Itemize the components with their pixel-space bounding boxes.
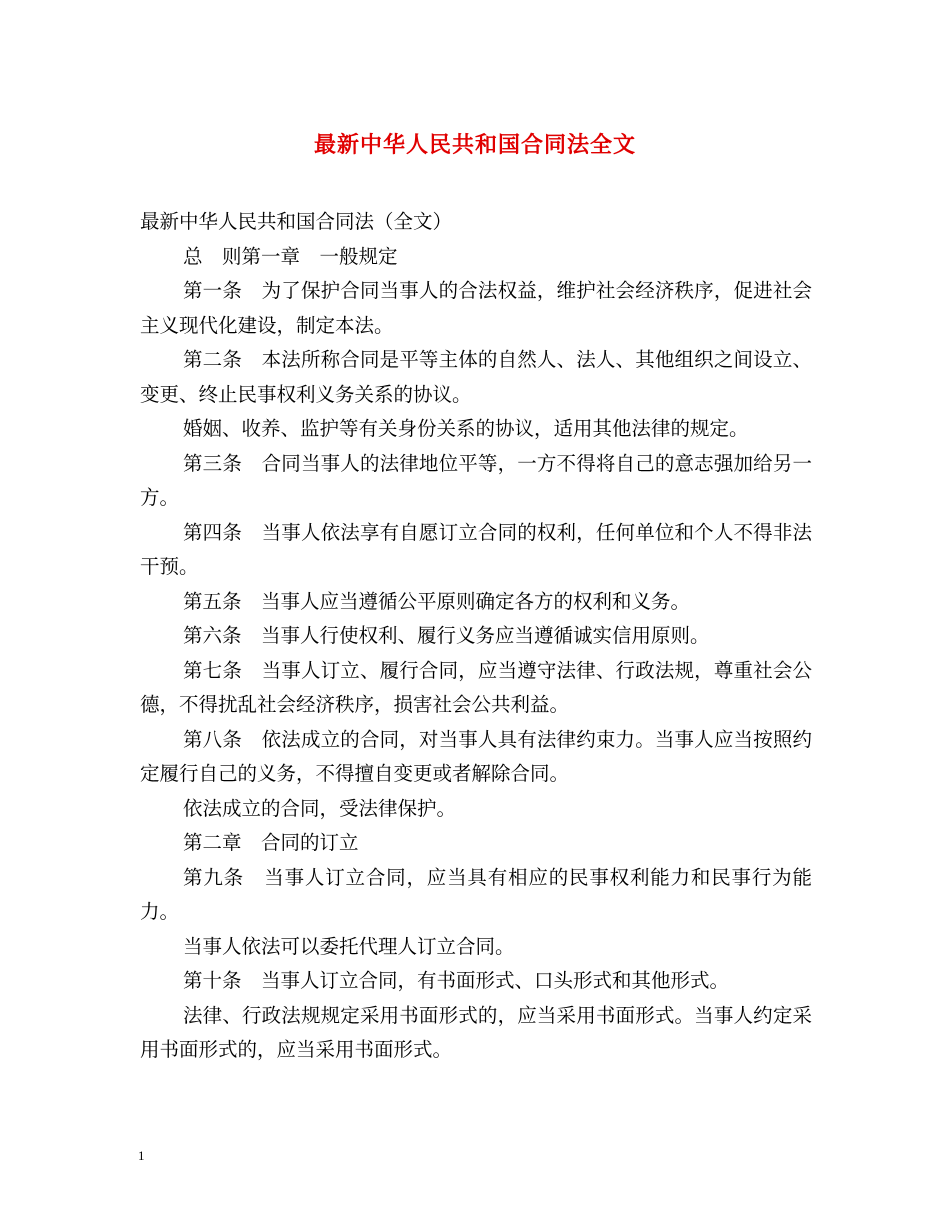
paragraph-article-3: 第三条 合同当事人的法律地位平等，一方不得将自己的意志强加给另一方。 (140, 451, 812, 509)
paragraph-article-2-clause: 婚姻、收养、监护等有关身份关系的协议，适用其他法律的规定。 (183, 417, 749, 440)
paragraph-article-6: 第六条 当事人行使权利、履行义务应当遵循诚实信用原则。 (183, 624, 710, 647)
paragraph-article-7: 第七条 当事人订立、履行合同，应当遵守法律、行政法规，尊重社会公德，不得扰乱社会经济秩序，损害社会公共利益。 (140, 658, 812, 716)
document-title: 最新中华人民共和国合同法全文 (313, 132, 636, 158)
paragraph-chapter-1: 总 则第一章 一般规定 (183, 244, 398, 268)
paragraph-article-8-clause: 依法成立的合同，受法律保护。 (183, 796, 457, 820)
paragraph-article-9-clause: 当事人依法可以委托代理人订立合同。 (183, 934, 515, 958)
document-body (140, 205, 812, 1068)
paragraph-article-9: 第九条 当事人订立合同，应当具有相应的民事权利能力和民事行为能力。 (140, 865, 812, 923)
paragraph-article-10-clause: 法律、行政法规规定采用书面形式的，应当采用书面形式。当事人约定采用书面形式的，应当采用书面形式。 (140, 1003, 812, 1061)
paragraph-heading: 最新中华人民共和国合同法（全文） (140, 210, 453, 233)
paragraph-article-4: 第四条 当事人依法享有自愿订立合同的权利，任何单位和个人不得非法干预。 (140, 520, 812, 578)
paragraph-article-10: 第十条 当事人订立合同，有书面形式、口头形式和其他形式。 (183, 969, 730, 992)
paragraph-article-8: 第八条 依法成立的合同，对当事人具有法律约束力。当事人应当按照约定履行自己的义务，不得擅自变更或者解除合同。 (140, 727, 812, 785)
paragraph-article-5: 第五条 当事人应当遵循公平原则确定各方的权利和义务。 (183, 589, 691, 613)
paragraph-article-2: 第二条 本法所称合同是平等主体的自然人、法人、其他组织之间设立、变更、终止民事权利义务关系的协议。 (140, 348, 812, 406)
paragraph-chapter-2: 第二章 合同的订立 (183, 831, 359, 854)
page-number: 1 (138, 1148, 145, 1163)
paragraph-article-1: 第一条 为了保护合同当事人的合法权益，维护社会经济秩序，促进社会主义现代化建设，制定本法。 (140, 279, 812, 337)
